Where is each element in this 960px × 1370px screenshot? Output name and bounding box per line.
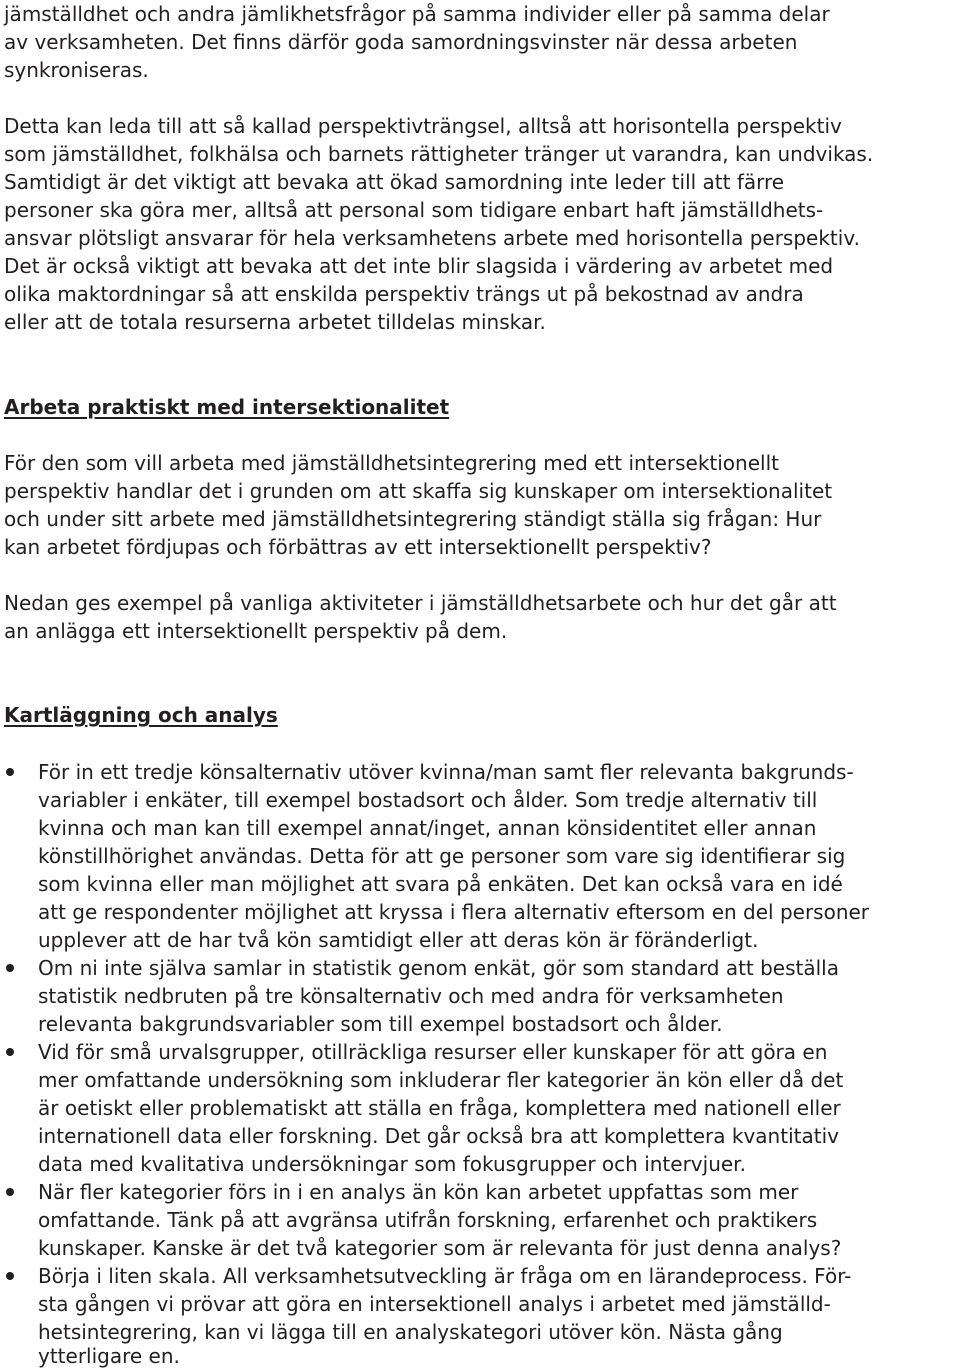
text-line: an anlägga ett intersektionellt perspektiv på dem. [4,619,508,643]
text-line: som jämställdhet, folkhälsa och barnets rättigheter tränger ut varandra, kan undvikas. [4,142,874,166]
text-line: variabler i enkäter, till exempel bostadsort och ålder. Som tredje alternativ till [38,788,818,812]
text-line: att ge respondenter möjlighet att kryssa i flera alternativ eftersom en del personer [38,900,870,924]
text-line: Vid för små urvalsgrupper, otillräckliga resurser eller kunskaper för att göra en [38,1040,828,1064]
text-line: personer ska göra mer, alltså att personal som tidigare enbart haft jämställdhets- [4,198,824,222]
text-line: data med kvalitativa undersökningar som fokusgrupper och intervjuer. [38,1152,746,1176]
bullet-icon [6,964,14,972]
text-line: Börja i liten skala. All verksamhetsutveckling är fråga om en lärandeprocess. För- [38,1264,852,1288]
text-line: internationell data eller forskning. Det går också bra att komplettera kvantitativ [38,1124,839,1148]
text-line: av verksamheten. Det finns därför goda samordningsvinster när dessa arbeten [4,30,798,54]
text-line: kan arbetet fördjupas och förbättras av ett intersektionellt perspektiv? [4,535,712,559]
text-line: Samtidigt är det viktigt att bevaka att ökad samordning inte leder till att färre [4,170,785,194]
text-line: omfattande. Tänk på att avgränsa utifrån forskning, erfarenhet och praktikers [38,1208,818,1232]
bullet-icon [6,768,14,776]
text-line: könstillhörighet användas. Detta för att ge personer som vare sig identifierar sig [38,844,846,868]
text-line: Det är också viktigt att bevaka att det inte blir slagsida i värdering av arbetet med [4,254,834,278]
text-line: synkroniseras. [4,58,149,82]
text-line: sta gången vi prövar att göra en intersektionell analys i arbetet med jämställd- [38,1292,831,1316]
text-line: Om ni inte själva samlar in statistik genom enkät, gör som standard att beställa [38,956,839,980]
text-line: Nedan ges exempel på vanliga aktiviteter i jämställdhetsarbete och hur det går att [4,591,837,615]
text-line: upplever att de har två kön samtidigt eller att deras kön är föränderligt. [38,928,759,952]
text-line: statistik nedbruten på tre könsalternativ och med andra för verksamheten [38,984,784,1008]
text-line: kunskaper. Kanske är det två kategorier som är relevanta för just denna analys? [38,1236,842,1260]
text-line: är oetiskt eller problematiskt att ställa en fråga, komplettera med nationell eller [38,1096,841,1120]
text-line: När fler kategorier förs in i en analys än kön kan arbetet uppfattas som mer [38,1180,799,1204]
text-line: hetsintegrering, kan vi lägga till en analyskategori utöver kön. Nästa gång [38,1320,783,1344]
text-line: För den som vill arbeta med jämställdhetsintegrering med ett intersektionellt [4,451,779,475]
bullet-icon [6,1188,14,1196]
section-heading-intersektionalitet: Arbeta praktiskt med intersektionalitet [4,395,450,419]
text-line: olika maktordningar så att enskilda perspektiv trängs ut på bekostnad av andra [4,282,804,306]
text-line: ytterligare en. [38,1344,180,1368]
text-line: som kvinna eller man möjlighet att svara på enkäten. Det kan också vara en idé [38,872,843,896]
text-line: och under sitt arbete med jämställdhetsintegrering ständigt ställa sig frågan: Hur [4,507,822,531]
text-line: kvinna och man kan till exempel annat/inget, annan könsidentitet eller annan [38,816,817,840]
text-line: jämställdhet och andra jämlikhetsfrågor på samma individer eller på samma delar [4,2,830,26]
text-line: mer omfattande undersökning som inkluderar fler kategorier än kön eller då det [38,1068,844,1092]
text-line: ansvar plötsligt ansvarar för hela verksamhetens arbete med horisontella perspektiv. [4,226,860,250]
text-line: Detta kan leda till att så kallad perspektivträngsel, alltså att horisontella perspektiv [4,114,842,138]
section-heading-kartlaggning: Kartläggning och analys [4,703,278,727]
bullet-icon [6,1048,14,1056]
text-line: eller att de totala resurserna arbetet tilldelas minskar. [4,310,546,334]
text-line: perspektiv handlar det i grunden om att skaffa sig kunskaper om intersektionalitet [4,479,833,503]
text-line: relevanta bakgrundsvariabler som till exempel bostadsort och ålder. [38,1012,723,1036]
bullet-icon [6,1272,14,1280]
text-line: För in ett tredje könsalternativ utöver kvinna/man samt fler relevanta bakgrunds- [38,760,854,784]
